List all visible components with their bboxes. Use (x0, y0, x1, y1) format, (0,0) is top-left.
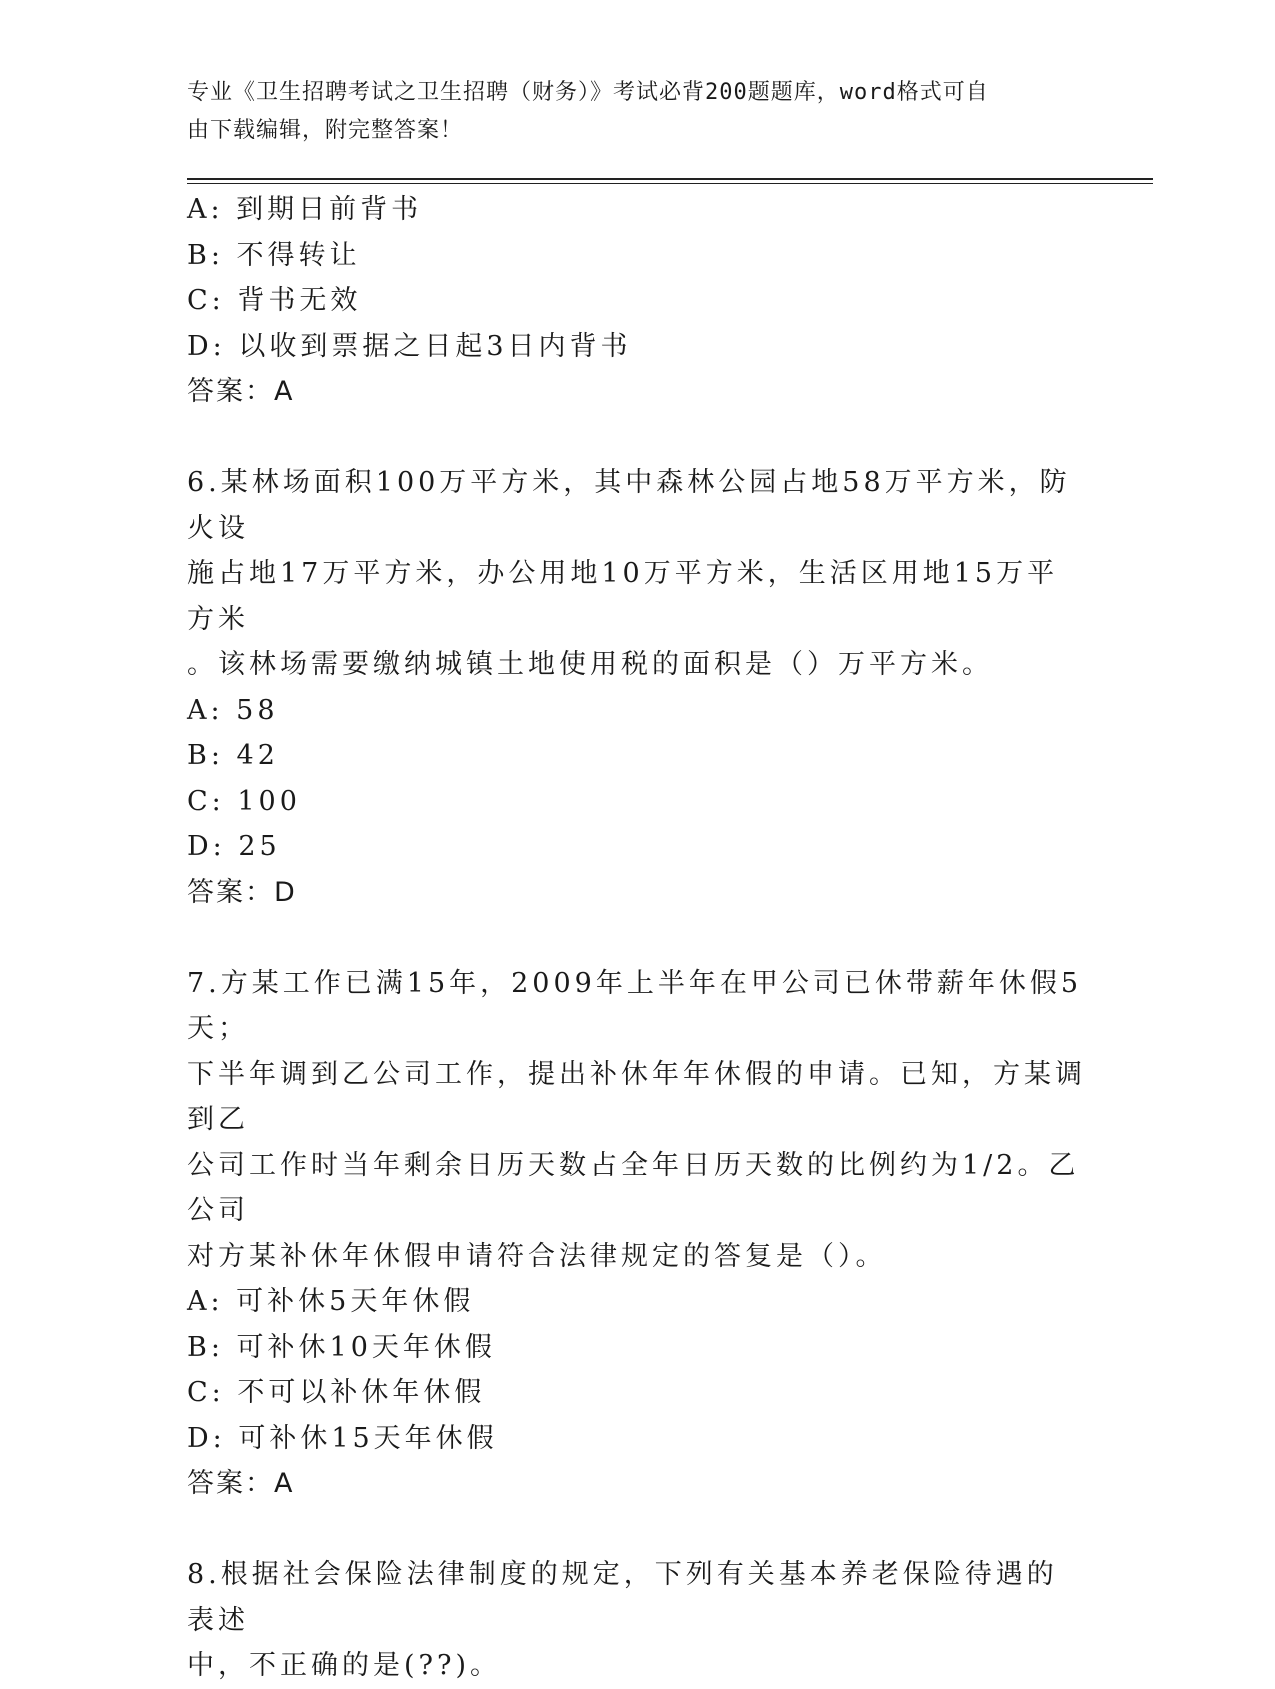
question-7 (187, 961, 1087, 1507)
spacer (187, 915, 1087, 961)
answer: 答案：A (187, 1468, 295, 1499)
header-line-2: 由下载编辑，附完整答案！ (187, 118, 464, 143)
option-b: B: 42 (187, 740, 279, 771)
question-text-line: 公司工作时当年剩余日历天数占全年日历天数的比例约为1/2。乙公司 (187, 1149, 1080, 1226)
option-d: D: 以收到票据之日起3日内背书 (187, 330, 632, 362)
answer: 答案：D (187, 876, 297, 908)
question-text-line: 7.方某工作已满15年，2009年上半年在甲公司已休带薪年休假5天； (187, 967, 1083, 1044)
question-8 (187, 1552, 1087, 1689)
option-a: A: 58 (187, 694, 279, 726)
header-rule-thin (187, 183, 1153, 184)
option-c: C: 100 (187, 785, 301, 817)
question-text-line: 下半年调到乙公司工作，提出补休年年休假的申请。已知，方某调到乙 (187, 1058, 1086, 1135)
question-text-line: 6.某林场面积100万平方米，其中森林公园占地58万平方米，防火设 (187, 467, 1071, 544)
option-d: D: 可补休15天年休假 (187, 1422, 498, 1454)
question-text-line: 对方某补休年休假申请符合法律规定的答复是（）。 (187, 1240, 887, 1272)
question-5 (187, 187, 1087, 415)
header-line-1: 专业《卫生招聘考试之卫生招聘（财务）》考试必背200题题库，word格式可自 (187, 80, 989, 105)
option-b: B: 可补休10天年休假 (187, 1331, 496, 1363)
answer: 答案：A (187, 376, 295, 407)
header-rule-thick (187, 178, 1153, 180)
question-text-line: 。该林场需要缴纳城镇土地使用税的面积是（）万平方米。 (187, 649, 993, 680)
option-c: C: 背书无效 (187, 285, 362, 316)
document-header (187, 74, 1087, 150)
option-c: C: 不可以补休年休假 (187, 1377, 486, 1408)
spacer (187, 415, 1087, 461)
question-6 (187, 460, 1087, 915)
question-text-line: 施占地17万平方米，办公用地10万平方米，生活区用地15万平方米 (187, 558, 1059, 635)
option-d: D: 25 (187, 831, 281, 862)
question-text-line: 8.根据社会保险法律制度的规定，下列有关基本养老保险待遇的表述 (187, 1559, 1058, 1636)
option-a: A: 可补休5天年休假 (187, 1286, 475, 1317)
spacer (187, 1507, 1087, 1553)
option-b: B: 不得转让 (187, 239, 361, 271)
question-text-line: 中，不正确的是(??)。 (187, 1650, 502, 1681)
document-body (187, 187, 1087, 1689)
option-a: A: 到期日前背书 (187, 194, 423, 225)
